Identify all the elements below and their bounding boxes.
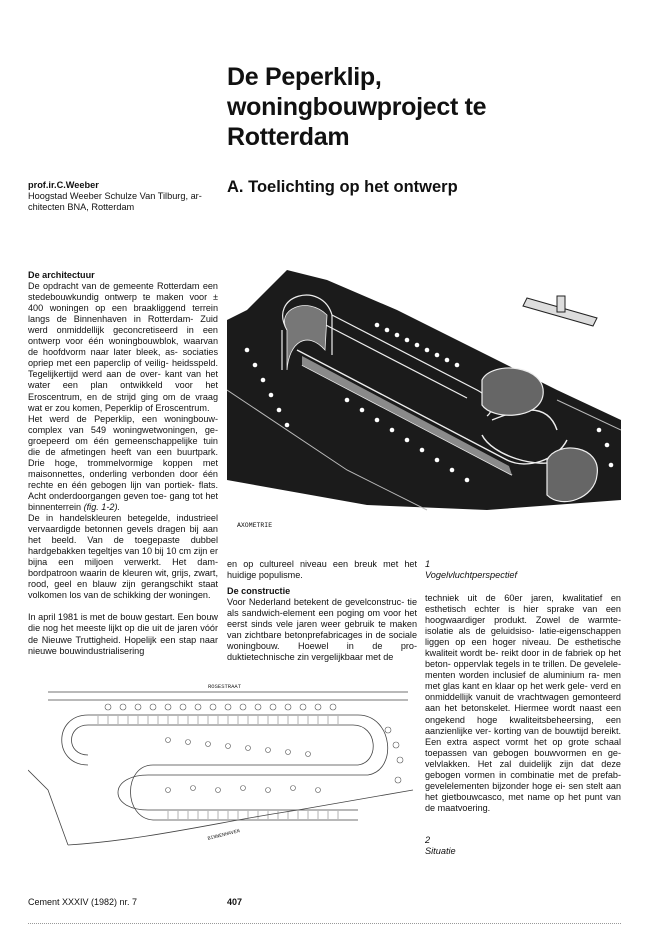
water-label: BINNENHAVEN [207,828,241,842]
figure-2-number: 2 [425,835,431,845]
paragraph: Het werd de Peperklip, een woningbouw- complex van 549 woningwetwoningen, ge- groepeerd om één gemeenschappelijke tuin die de afmetingen heeft van een buurtpark. Drie hoge, trommelvormige koppen met maisonnettes, onderling verbonden door één rechte en één gebogen lijn van portiek- flats. Acht onderdoorgangen geven toe- gang tot het binnenterrein (fig. 1-2). [28,413,218,512]
figure-reference: (fig. 1-2). [83,501,121,512]
figure-1-label: AXOMETRIE [237,522,273,529]
paragraph: en op cultureel niveau een breuk met het huidige populisme. [227,559,417,581]
figure-2-caption-text: Situatie [425,846,456,856]
text-column-3 [425,593,621,814]
text-column-1 [28,270,218,657]
text-column-2 [227,559,417,663]
section-heading: De constructie [227,586,291,597]
figure-2-caption [425,835,621,857]
page-number: 407 [227,897,243,907]
figure-2-site-plan [28,670,418,860]
paragraph: De in handelskleuren betegelde, industrieel vervaardigde betonnen gevels dragen bij aan het beeld. Van de toegepaste dubbel hardgebakken tegeltjes van 10 bij 10 cm zijn er bijna een miljoen verwerkt. Het dam- bordpatroon waarin de kleuren wit, grijs, zwart, rood, geel en blauw zijn gerangschikt staat volkomen los van de schikking der woningen. [28,513,218,601]
paragraph: Voor Nederland betekent de gevelconstruc- tie als sandwich-element een poging om voor het eerst sinds vele jaren weer gebruik te maken van zichtbare betonprefabricages in de sociale woningbouw. Hoewel in de pro- duktietechnische zin vergelijkbaar met de [227,597,418,663]
journal-reference: Cement XXXIV (1982) nr. 7 [28,897,138,907]
paragraph: De opdracht van de gemeente Rotterdam een stedebouwkundig ontwerp te maken voor ± 400 woningen op een braakliggend terrein langs de Binnenhaven in Rotterdam- Zuid werd onmiddellijk geconcretiseerd in een ontwerp voor één woningbouwblok, waarvan de hoofdvorm naar later bleek, as- sociaties opriep met een paperclip of veilig- heidsspeld. Tegelijkertijd werd aan de over- kant van het water een plan ontwikkeld voor het Eroscentrum, en de strijd ging om de vraag wat er zou komen, Peperklip of Eroscentrum. [28,281,219,413]
axonometry-drawing [227,270,621,548]
figure-1-number: 1 [425,559,431,569]
paragraph: techniek uit de 60er jaren, kwalitatief en esthetisch echter is hier sprake van een hoogwaardiger produkt. Zowel de warmte-isolatie als de geluidsiso- latie-eigenschappen liggen op een hoger niveau. De esthetische kwaliteit wordt be- reikt door in de fabriek op het beton- oppervlak tegels in te trillen. De gevelele- menten worden inclusief de aluminium ra- men met glas kant en klaar op het werk gele- verd en onmiddellijk vanuit de vrachtwagen gemonteerd aan het betonskelet. Hiermee wordt naast een ongekend hoge kwaliteitsbeheersing, een aanzienlijke ver- korting van de bouwtijd bereikt. Een extra aspect vormt het op grote schaal toepassen van gebogen bouwvormen en ge- velvlakken. Het zal duidelijk zijn dat deze gebogen vormen in combinatie met de prefab-gevelelementen bijzonder hoge ei- sen stelt aan het gietbouwcasco, met name op het punt van de maatvoering. [425,593,622,813]
article-title: De Peperklip, woningbouwproject te Rotterdam [227,63,487,151]
author-block [28,180,218,213]
site-plan-drawing [28,670,418,860]
figure-1-caption-text: Vogelvluchtperspectief [425,570,518,580]
section-heading: De architectuur [28,270,95,280]
figure-1-axonometry [227,270,621,548]
author-affiliation-line: Hoogstad Weeber Schulze Van Tilburg, ar- [28,191,202,201]
footer-divider [28,923,621,924]
author-affiliation-line: chitecten BNA, Rotterdam [28,202,135,212]
article-subtitle: A. Toelichting op het ontwerp [227,178,458,196]
figure-1-caption [425,559,621,581]
street-label: ROSESTRAAT [208,683,242,690]
author-name: prof.ir.C.Weeber [28,180,99,190]
paragraph: In april 1981 is met de bouw gestart. Een bouw die nog het meeste lijkt op die uit de jaren vóór de Nieuwe Truttigheid. Hopelijk een stap naar nieuwe bouwindustrialisering [28,612,218,656]
